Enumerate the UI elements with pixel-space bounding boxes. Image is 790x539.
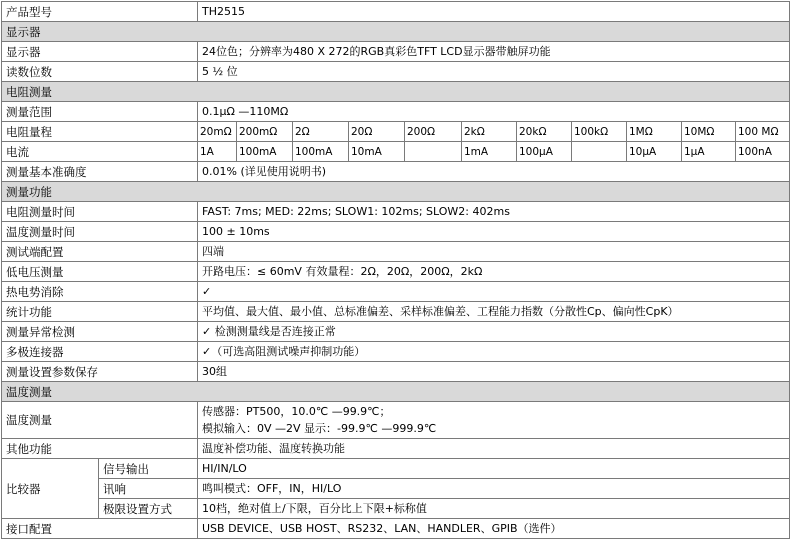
- row-value: ✓ 检测测量线是否连接正常: [198, 322, 790, 342]
- spec-row: [2, 42, 790, 62]
- spec-row: [2, 479, 790, 499]
- row-value: 0.01% (详见使用说明书): [198, 162, 790, 182]
- range-cell: 2kΩ: [462, 122, 517, 142]
- section-header: [2, 82, 790, 102]
- range-row: [2, 122, 790, 142]
- row-value: HI/IN/LO: [198, 459, 790, 479]
- row-value: 0.1μΩ —110MΩ: [198, 102, 790, 122]
- row-value: USB DEVICE、USB HOST、RS232、LAN、HANDLER、GPIB（选件）: [198, 519, 790, 539]
- row-value: 鸣叫模式：OFF，IN，HI/LO: [198, 479, 790, 499]
- current-cell: 100μA: [517, 142, 572, 162]
- range-cell: 200mΩ: [237, 122, 293, 142]
- spec-row: [2, 302, 790, 322]
- row-label: 产品型号: [2, 2, 198, 22]
- current-cell: [405, 142, 462, 162]
- current-cell: 100mA: [237, 142, 293, 162]
- spec-row: [2, 342, 790, 362]
- row-sublabel: 讯响: [99, 479, 198, 499]
- range-cell: 20mΩ: [198, 122, 237, 142]
- section-title: 温度测量: [2, 382, 790, 402]
- row-label: 测量设置参数保存: [2, 362, 198, 382]
- section-header: [2, 182, 790, 202]
- spec-row: [2, 459, 790, 479]
- row-label: 读数位数: [2, 62, 198, 82]
- row-value-multiline: [198, 402, 790, 439]
- row-label: 测量基本准确度: [2, 162, 198, 182]
- spec-row: [2, 242, 790, 262]
- spec-table: [1, 1, 790, 539]
- row-label: 统计功能: [2, 302, 198, 322]
- row-label: 电阻测量时间: [2, 202, 198, 222]
- current-cell: 10mA: [349, 142, 405, 162]
- spec-row: [2, 2, 790, 22]
- spec-row: [2, 262, 790, 282]
- row-value: TH2515: [198, 2, 790, 22]
- current-cell: 1A: [198, 142, 237, 162]
- row-value: 温度补偿功能、温度转换功能: [198, 439, 790, 459]
- row-label: 测量异常检测: [2, 322, 198, 342]
- spec-row: [2, 362, 790, 382]
- range-cell: 10MΩ: [682, 122, 736, 142]
- section-header: [2, 382, 790, 402]
- row-label: 其他功能: [2, 439, 198, 459]
- current-cell: 10μA: [627, 142, 682, 162]
- range-cell: 200Ω: [405, 122, 462, 142]
- checkmark-icon: ✓: [198, 282, 790, 302]
- range-cell: 20kΩ: [517, 122, 572, 142]
- spec-row: [2, 62, 790, 82]
- range-cell: 100kΩ: [572, 122, 627, 142]
- current-cell: 1mA: [462, 142, 517, 162]
- spec-row: [2, 202, 790, 222]
- row-value: 10档，绝对值上/下限，百分比上下限+标称值: [198, 499, 790, 519]
- row-label: 测试端配置: [2, 242, 198, 262]
- temp-sensor-line: 传感器：PT500，10.0℃ —99.9℃；: [202, 405, 391, 418]
- range-cell: 20Ω: [349, 122, 405, 142]
- temp-analog-line: 模拟输入：0V —2V 显示：-99.9℃ —999.9℃: [202, 422, 437, 435]
- row-value: 开路电压：≤ 60mV 有效量程：2Ω，20Ω，200Ω，2kΩ: [198, 262, 790, 282]
- row-value: 24位色；分辨率为480 X 272的RGB真彩色TFT LCD显示器带触屏功能: [198, 42, 790, 62]
- row-value: 100 ± 10ms: [198, 222, 790, 242]
- current-cell: 100mA: [293, 142, 349, 162]
- section-title: 测量功能: [2, 182, 790, 202]
- spec-row: [2, 439, 790, 459]
- row-value: 平均值、最大值、最小值、总标准偏差、采样标准偏差、工程能力指数（分散性Cp、偏向性CpK）: [198, 302, 790, 322]
- row-sublabel: 极限设置方式: [99, 499, 198, 519]
- row-label: 显示器: [2, 42, 198, 62]
- row-value: 四端: [198, 242, 790, 262]
- range-cell: 2Ω: [293, 122, 349, 142]
- row-label: 电阻量程: [2, 122, 198, 142]
- row-sublabel: 信号输出: [99, 459, 198, 479]
- range-cell: 1MΩ: [627, 122, 682, 142]
- spec-row: [2, 499, 790, 519]
- row-label: 温度测量: [2, 402, 198, 439]
- row-value: FAST: 7ms; MED: 22ms; SLOW1: 102ms; SLOW2: 402ms: [198, 202, 790, 222]
- current-cell: 100nA: [736, 142, 790, 162]
- row-label: 低电压测量: [2, 262, 198, 282]
- row-value: 5 ½ 位: [198, 62, 790, 82]
- current-row: [2, 142, 790, 162]
- row-group-label: 比较器: [2, 459, 99, 519]
- spec-row: [2, 102, 790, 122]
- spec-row: [2, 162, 790, 182]
- section-title: 显示器: [2, 22, 790, 42]
- spec-row: [2, 282, 790, 302]
- row-label: 接口配置: [2, 519, 198, 539]
- row-label: 温度测量时间: [2, 222, 198, 242]
- range-cell: 100 MΩ: [736, 122, 790, 142]
- spec-row: [2, 322, 790, 342]
- row-label: 多极连接器: [2, 342, 198, 362]
- row-label: 测量范围: [2, 102, 198, 122]
- spec-row: [2, 402, 790, 439]
- row-label: 电流: [2, 142, 198, 162]
- row-label: 热电势消除: [2, 282, 198, 302]
- spec-row: [2, 519, 790, 539]
- row-value: 30组: [198, 362, 790, 382]
- current-cell: [572, 142, 627, 162]
- section-header: [2, 22, 790, 42]
- spec-row: [2, 222, 790, 242]
- current-cell: 1μA: [682, 142, 736, 162]
- section-title: 电阻测量: [2, 82, 790, 102]
- row-value: ✓（可选高阻测试噪声抑制功能）: [198, 342, 790, 362]
